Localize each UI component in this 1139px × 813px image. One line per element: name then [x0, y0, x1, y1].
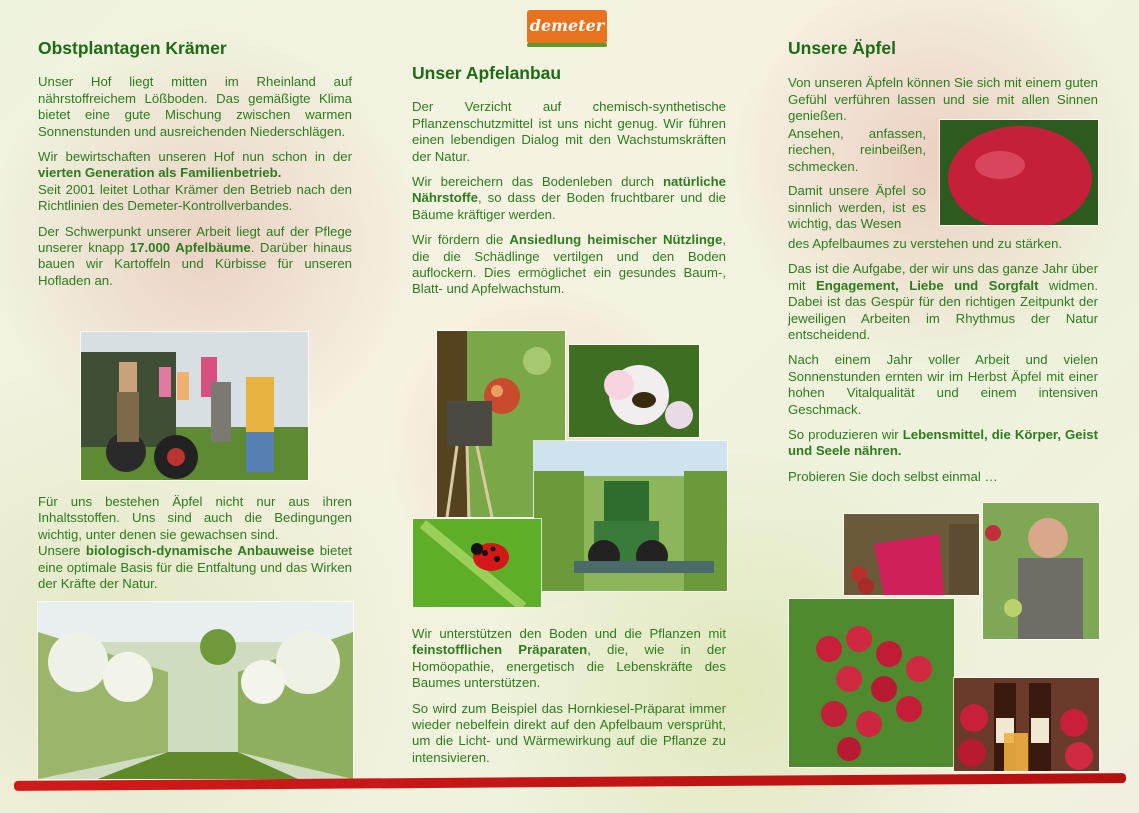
left-paragraph-5: Unsere biologisch-dynamische Anbauweise bietet eine optimale Basis für die Entfaltung und das Wirken der Kräfte der Natur.: [38, 543, 352, 592]
middle-paragraph-4: Wir unterstützen den Boden und die Pflanzen mit feinstofflichen Präparaten, die, wie in der Homöopathie, energetisch die Lebenskräfte des Baumes unterstützen.: [412, 626, 726, 691]
right-paragraph-1b: Ansehen, anfassen, riechen, reinbeißen, schmecken.: [788, 126, 926, 174]
orchard-blossom-photo: [37, 601, 354, 780]
family-tractor-photo: [80, 331, 309, 481]
middle-paragraph-3: Wir fördern die Ansiedlung heimischer Nützlinge, die die Schädlinge vertilgen und den Boden auflockern. Dies ermöglichet ein gesundes Baum-, Blatt- und Apfelwachstum.: [412, 232, 726, 297]
farmer-smiling-photo: [982, 502, 1100, 640]
right-paragraph-3: Das ist die Aufgabe, der wir uns das ganze Jahr über mit Engagement, Liebe und Sorgfalt widmen. Dabei ist das Gespür für den richtigen Zeitpunkt der jeweiligen Arbeiten im Rhythmus der Natur entscheidend.: [788, 261, 1098, 343]
tractor-orchard-photo: [533, 440, 728, 592]
middle-title: Unser Apfelanbau: [412, 63, 562, 83]
middle-paragraph-2: Wir bereichern das Bodenleben durch natürliche Nährstoffe, so dass der Boden fruchtbarer und die Bäume kräftiger werden.: [412, 174, 726, 222]
left-paragraph-3: Der Schwerpunkt unserer Arbeit liegt auf der Pflege unserer knapp 17.000 Apfelbäume. Darüber hinaus bauen wir Kartoffeln und Kürbisse für unseren Hofladen an.: [38, 223, 352, 288]
right-paragraph-6: Probieren Sie doch selbst einmal …: [788, 468, 998, 484]
column-right-narrow: [788, 126, 926, 232]
column-left: [38, 40, 352, 298]
right-paragraph-2b: des Apfelbaumes zu verstehen und zu stärken.: [788, 236, 1063, 251]
right-paragraph-1: Von unseren Äpfeln können Sie sich mit einem guten Gefühl verführen lassen und sie mit allen Sinnen genießen.: [788, 75, 1098, 124]
left-title: Obstplantagen Krämer: [38, 38, 227, 58]
left-paragraph-1: Unser Hof liegt mitten im Rheinland auf nährstoffreichem Lößboden. Das gemäßigte Klima bietet eine gute Mischung zwischen warmen Sonnenstunden und ausreichenden Niederschlägen.: [38, 74, 352, 139]
column-middle-lower: [412, 626, 726, 775]
apple-juice-bottles-photo: [953, 677, 1100, 772]
left-paragraph-2: Wir bewirtschaften unseren Hof nun schon in der vierten Generation als Familienbetrieb.: [38, 149, 352, 181]
right-paragraph-4: Nach einem Jahr voller Arbeit und vielen Sonnenstunden ernten wir im Herbst Äpfel mit einer hohen Vitalqualität und einem intensiven Geschmack.: [788, 352, 1098, 417]
apple-harvest-bag-photo: [843, 513, 980, 596]
red-apple-photo: [939, 119, 1099, 226]
left-paragraph-4: Für uns bestehen Äpfel nicht nur aus ihren Inhaltsstoffen. Uns sind auch die Bedingungen wichtig, unter denen sie gewachsen sind.: [38, 494, 352, 542]
left-paragraph-2b: Seit 2001 leitet Lothar Krämer den Betrieb nach den Richtlinien des Demeter-Kontrollverbandes.: [38, 181, 352, 214]
column-left-lower: [38, 494, 352, 601]
apple-tree-branch-photo: [788, 598, 955, 768]
bee-blossom-photo: [568, 344, 700, 438]
column-middle: [412, 65, 726, 307]
ladybug-photo: [412, 518, 542, 608]
middle-paragraph-5: So wird zum Beispiel das Hornkiesel-Präparat immer wieder nebelfein direkt auf den Apfelbaum versprüht, um die Licht- und Wärmewirkung auf die Pflanze zu intensivieren.: [412, 700, 726, 765]
right-paragraph-5: So produzieren wir Lebensmittel, die Körper, Geist und Seele nähren.: [788, 427, 1098, 459]
column-right-lower: [788, 236, 1098, 494]
column-right: [788, 40, 1098, 125]
middle-paragraph-1: Der Verzicht auf chemisch-synthetische Pflanzenschutzmittel ist uns nicht genug. Wir führen einen lebendigen Dialog mit den Wachstumskräften der Natur.: [412, 99, 726, 164]
right-paragraph-2: Damit unsere Äpfel so sinnlich werden, ist es wichtig, das Wesen: [788, 183, 926, 232]
right-title: Unsere Äpfel: [788, 38, 896, 58]
demeter-logo: demeter: [527, 10, 607, 44]
